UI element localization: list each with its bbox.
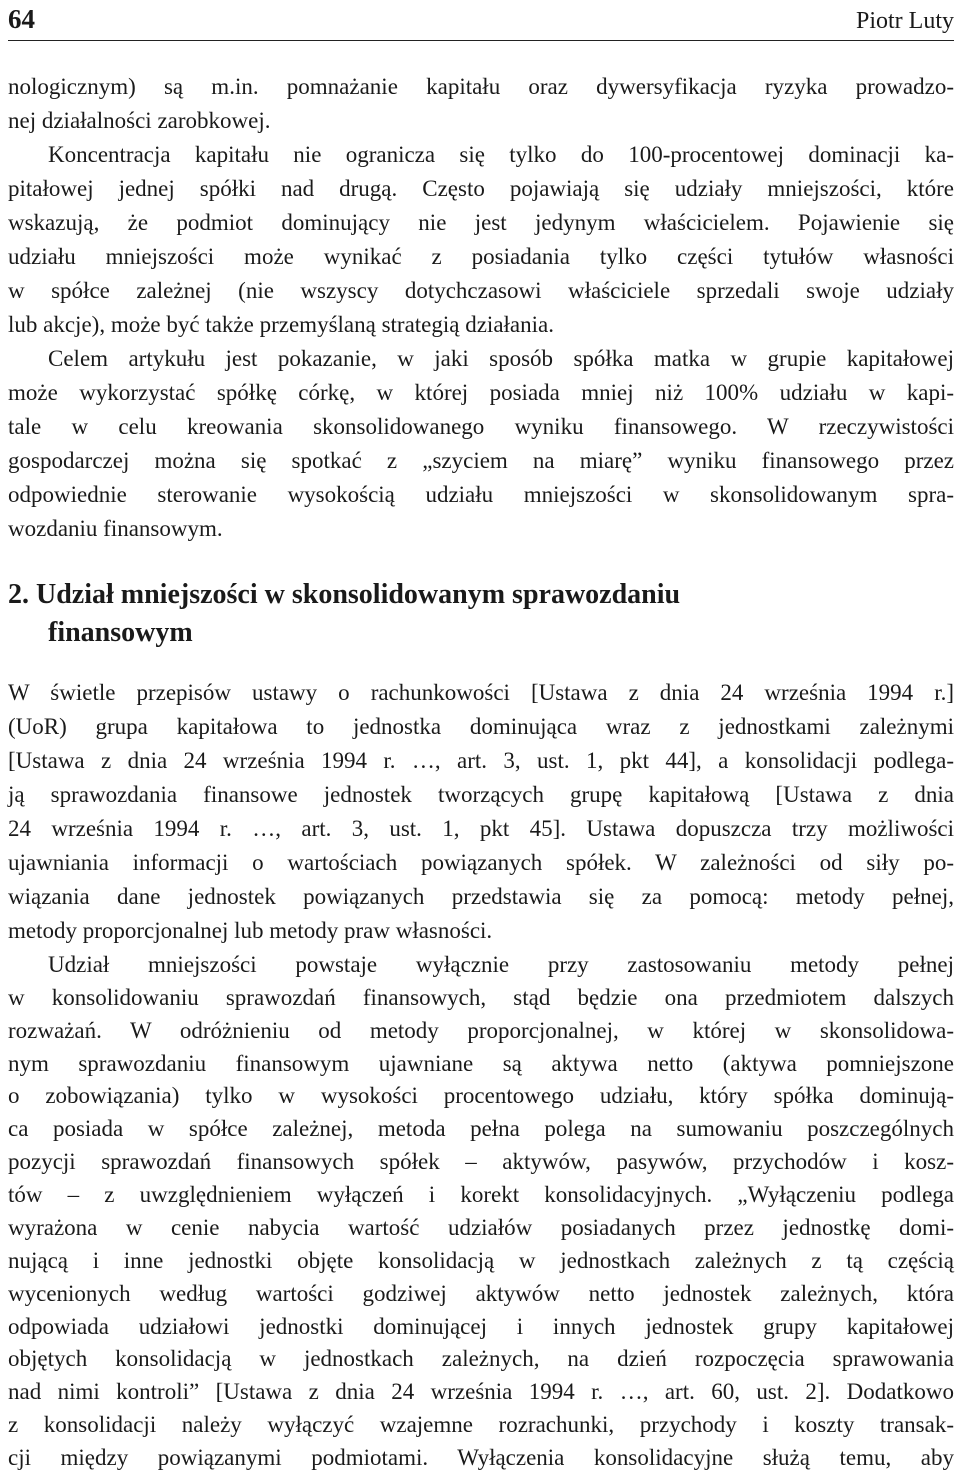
text-line: ca posiada w spółce zależnej, metoda pełna polega na sumowaniu poszczególnych (8, 1116, 954, 1142)
text-line: nej działalności zarobkowej. (8, 108, 271, 133)
text-line: wyrażona w cenie nabycia wartość udziałów posiadanych przez jednostkę domi- (8, 1214, 954, 1240)
text-line: nad nimi kontroli” [Ustawa z dnia 24 września 1994 r. …, art. 60, ust. 2]. Dodatkowo (8, 1379, 954, 1405)
text-line: Koncentracja kapitału nie ogranicza się tylko do 100-procentowej dominacji ka- (48, 142, 954, 167)
text-line: w konsolidowaniu sprawozdań finansowych, stąd będzie ona przedmiotem dalszych (8, 984, 954, 1010)
text-line: 24 września 1994 r. …, art. 3, ust. 1, pkt 45]. Ustawa dopuszcza trzy możliwości (8, 816, 954, 841)
running-header (8, 4, 954, 41)
text-line: [Ustawa z dnia 24 września 1994 r. …, art. 3, ust. 1, pkt 44], a konsolidacji podlega- (8, 748, 954, 773)
text-line: W świetle przepisów ustawy o rachunkowości [Ustawa z dnia 24 września 1994 r.] (8, 680, 954, 705)
text-line: odpowiednie sterowanie wysokością udziału mniejszości w skonsolidowanym spra- (8, 482, 954, 507)
text-line: nologicznym) są m.in. pomnażanie kapitału oraz dywersyfikacja ryzyka prowadzo- (8, 74, 954, 99)
text-line: metody proporcjonalnej lub metody praw własności. (8, 918, 493, 943)
author-name: Piotr Luty (855, 8, 954, 34)
text-line: lub akcje), może być także przemyślaną strategią działania. (8, 312, 554, 337)
text-line: cji między powiązanymi podmiotami. Wyłączenia konsolidacyjne służą temu, aby (8, 1445, 954, 1470)
text-line: udziału mniejszości może wynikać z posiadania tylko części tytułów własności (8, 244, 954, 269)
text-line: gospodarczej można się spotkać z „szyciem na miarę” wyniku finansowego przez (8, 448, 954, 473)
section-heading-continuation: finansowym (48, 617, 193, 648)
text-line: (UoR) grupa kapitałowa to jednostka dominująca wraz z jednostkami zależnymi (8, 714, 954, 739)
text-line: nującą i inne jednostki objęte konsolidacją w jednostkach zależnych z tą częścią (8, 1247, 954, 1273)
text-line: o zobowiązania) tylko w wysokości procentowego udziału, który spółka dominują- (8, 1083, 954, 1109)
page-number: 64 (8, 4, 35, 34)
text-line: objętych konsolidacją w jednostkach zależnych, na dzień rozpoczęcia sprawowania (8, 1346, 954, 1372)
text-line: tów – z uwzględnieniem wyłączeń i korekt konsolidacyjnych. „Wyłączeniu podlega (8, 1182, 954, 1208)
text-line: pitałowej jednej spółki nad drugą. Często pojawiają się udziały mniejszości, które (8, 176, 954, 201)
text-line: wozdaniu finansowym. (8, 516, 223, 541)
section-heading: 2. Udział mniejszości w skonsolidowanym sprawozdaniu (8, 579, 681, 610)
text-line: w spółce zależnej (nie wszyscy dotychczasowi właściciele sprzedali swoje udziały (8, 278, 954, 303)
text-line: odpowiada udziałowi jednostki dominującej i innych jednostek grupy kapitałowej (8, 1313, 954, 1339)
text-line: nym sprawozdaniu finansowym ujawniane są aktywa netto (aktywa pomniejszone (8, 1050, 954, 1076)
text-line: Celem artykułu jest pokazanie, w jaki sposób spółka matka w grupie kapitałowej (48, 346, 954, 371)
text-line: Udział mniejszości powstaje wyłącznie przy zastosowaniu metody pełnej (48, 952, 954, 977)
text-line: pozycji sprawozdań finansowych spółek – aktywów, pasywów, przychodów i kosz- (8, 1149, 954, 1175)
text-line: ujawniania informacji o wartościach powiązanych spółek. W zależności od siły po- (8, 850, 954, 875)
text-line: wycenionych według wartości godziwej aktywów netto jednostek zależnych, która (8, 1280, 954, 1306)
text-line: z konsolidacji należy wyłączyć wzajemne rozrachunki, przychody i koszty transak- (8, 1412, 954, 1438)
text-line: tale w celu kreowania skonsolidowanego wyniku finansowego. W rzeczywistości (8, 414, 954, 439)
text-line: wskazują, że podmiot dominujący nie jest jedynym właścicielem. Pojawienie się (8, 210, 954, 235)
text-line: rozważań. W odróżnieniu od metody proporcjonalnej, w której w skonsolidowa- (8, 1017, 954, 1043)
text-line: wiązania dane jednostek powiązanych przedstawia się za pomocą: metody pełnej, (8, 884, 954, 909)
text-line: może wykorzystać spółkę córkę, w której posiada mniej niż 100% udziału w kapi- (8, 380, 954, 405)
text-line: ją sprawozdania finansowe jednostek tworzących grupę kapitałową [Ustawa z dnia (8, 782, 954, 807)
